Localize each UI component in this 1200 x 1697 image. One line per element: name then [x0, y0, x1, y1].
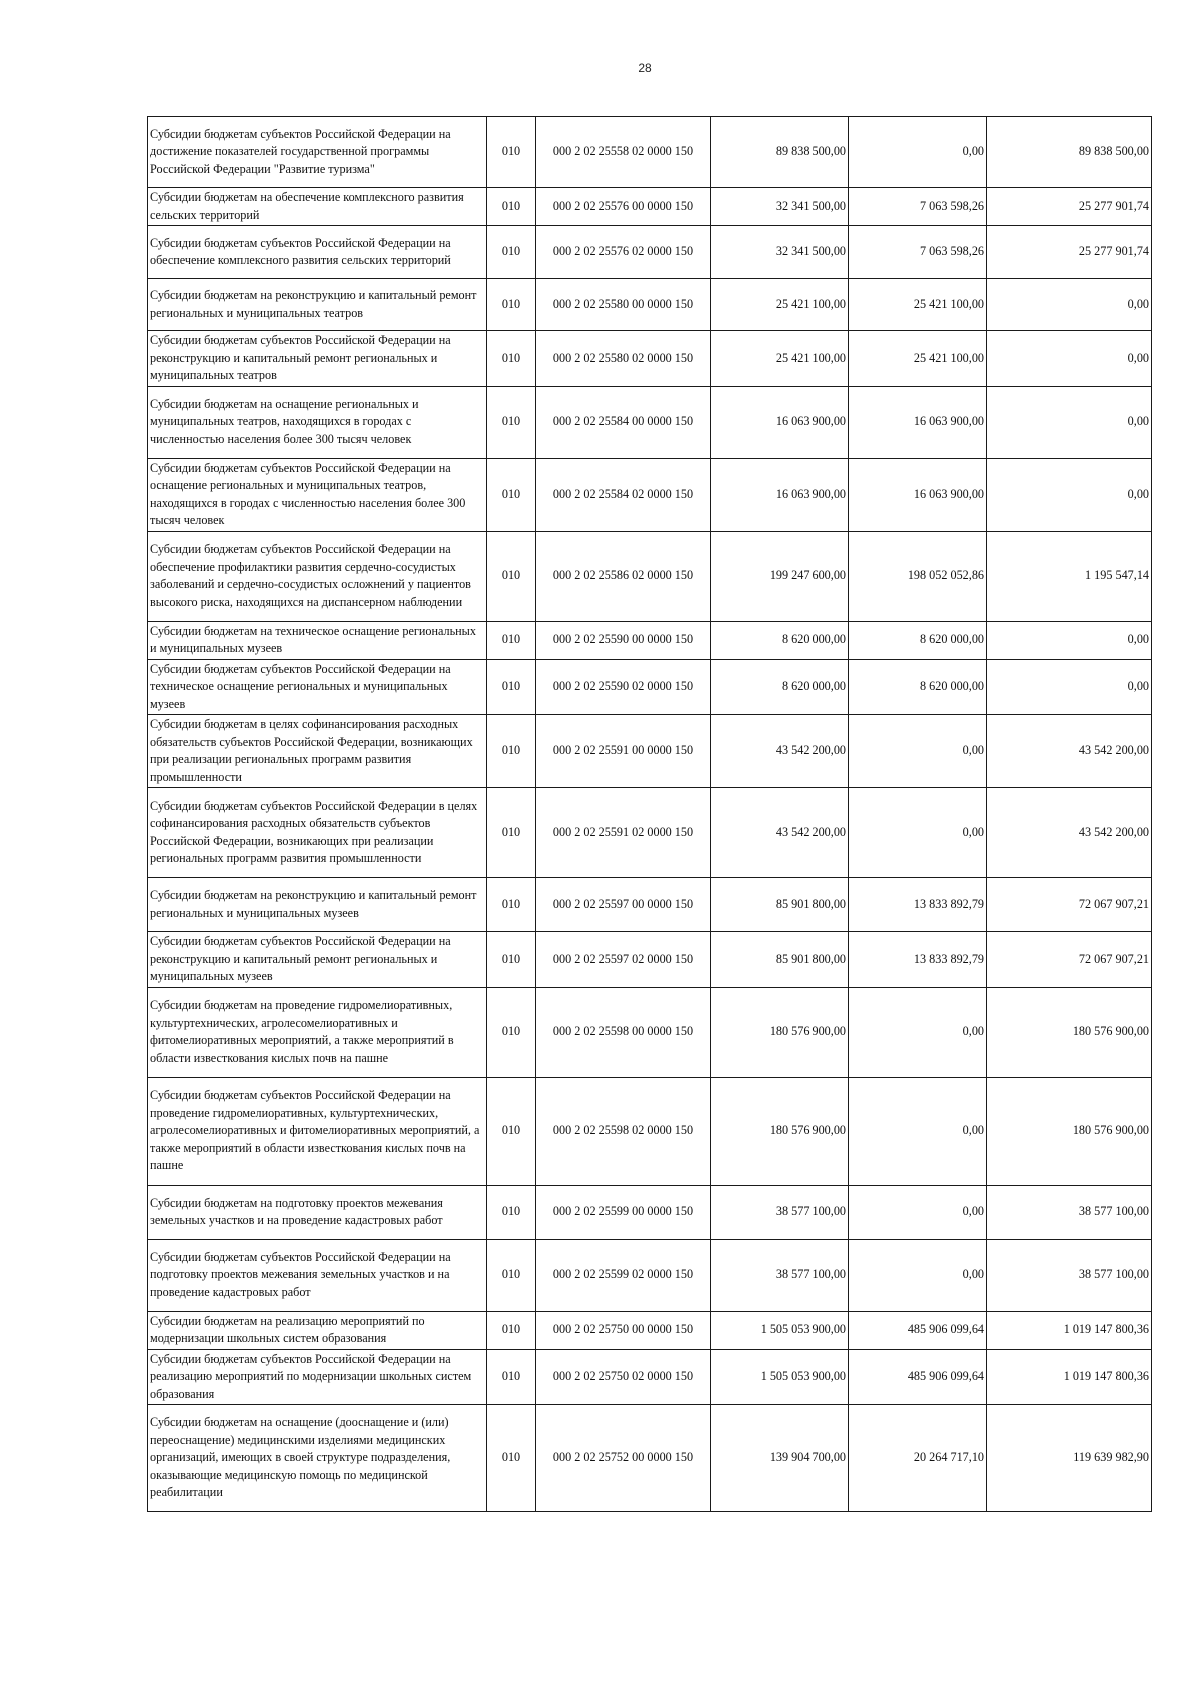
row-remainder: 89 838 500,00 — [987, 117, 1152, 188]
row-executed: 13 833 892,79 — [849, 932, 987, 988]
row-kbk: 000 2 02 25591 02 0000 150 — [536, 788, 711, 878]
row-kbk: 000 2 02 25586 02 0000 150 — [536, 531, 711, 621]
row-executed: 0,00 — [849, 1185, 987, 1239]
row-kbk: 000 2 02 25591 00 0000 150 — [536, 715, 711, 788]
row-code: 010 — [487, 1311, 536, 1349]
table-row — [148, 621, 1152, 659]
row-remainder: 1 019 147 800,36 — [987, 1311, 1152, 1349]
row-approved: 16 063 900,00 — [711, 386, 849, 458]
row-code: 010 — [487, 331, 536, 387]
row-remainder: 38 577 100,00 — [987, 1239, 1152, 1311]
row-code: 010 — [487, 1349, 536, 1405]
row-remainder: 180 576 900,00 — [987, 987, 1152, 1077]
row-remainder: 1 019 147 800,36 — [987, 1349, 1152, 1405]
row-kbk: 000 2 02 25597 00 0000 150 — [536, 878, 711, 932]
row-executed: 198 052 052,86 — [849, 531, 987, 621]
row-approved: 25 421 100,00 — [711, 279, 849, 331]
row-name: Субсидии бюджетам субъектов Российской Федерации на обеспечение комплексного развития сельских территорий — [148, 226, 487, 279]
row-name: Субсидии бюджетам на реконструкцию и капитальный ремонт региональных и муниципальных музеев — [148, 878, 487, 932]
row-executed: 0,00 — [849, 788, 987, 878]
row-name: Субсидии бюджетам субъектов Российской Федерации на реконструкцию и капитальный ремонт региональных и муниципальных театров — [148, 331, 487, 387]
row-remainder: 0,00 — [987, 386, 1152, 458]
row-remainder: 25 277 901,74 — [987, 226, 1152, 279]
row-code: 010 — [487, 188, 536, 226]
row-kbk: 000 2 02 25599 00 0000 150 — [536, 1185, 711, 1239]
row-name: Субсидии бюджетам на техническое оснащение региональных и муниципальных музеев — [148, 621, 487, 659]
row-name: Субсидии бюджетам субъектов Российской Федерации на реализацию мероприятий по модернизации школьных систем образования — [148, 1349, 487, 1405]
row-name: Субсидии бюджетам субъектов Российской Федерации на обеспечение профилактики развития сердечно-сосудистых заболеваний и сердечно-сосудистых осложнений у пациентов высокого риска, находящихся на диспансерном наблюдении — [148, 531, 487, 621]
row-approved: 85 901 800,00 — [711, 932, 849, 988]
row-kbk: 000 2 02 25752 00 0000 150 — [536, 1405, 711, 1512]
row-approved: 38 577 100,00 — [711, 1239, 849, 1311]
row-executed: 25 421 100,00 — [849, 279, 987, 331]
table-row — [148, 188, 1152, 226]
row-kbk: 000 2 02 25590 00 0000 150 — [536, 621, 711, 659]
row-code: 010 — [487, 117, 536, 188]
row-executed: 0,00 — [849, 987, 987, 1077]
row-remainder: 72 067 907,21 — [987, 932, 1152, 988]
row-code: 010 — [487, 1405, 536, 1512]
row-name: Субсидии бюджетам субъектов Российской Федерации на достижение показателей государственной программы Российской Федерации "Развитие туризма" — [148, 117, 487, 188]
row-kbk: 000 2 02 25750 02 0000 150 — [536, 1349, 711, 1405]
row-approved: 1 505 053 900,00 — [711, 1349, 849, 1405]
row-name: Субсидии бюджетам на подготовку проектов межевания земельных участков и на проведение кадастровых работ — [148, 1185, 487, 1239]
row-code: 010 — [487, 531, 536, 621]
row-remainder: 180 576 900,00 — [987, 1077, 1152, 1185]
row-remainder: 38 577 100,00 — [987, 1185, 1152, 1239]
row-name: Субсидии бюджетам субъектов Российской Федерации на реконструкцию и капитальный ремонт региональных и муниципальных музеев — [148, 932, 487, 988]
table-row — [148, 531, 1152, 621]
row-remainder: 43 542 200,00 — [987, 715, 1152, 788]
table-row — [148, 331, 1152, 387]
row-remainder: 0,00 — [987, 621, 1152, 659]
row-approved: 199 247 600,00 — [711, 531, 849, 621]
row-executed: 16 063 900,00 — [849, 386, 987, 458]
row-approved: 180 576 900,00 — [711, 1077, 849, 1185]
row-executed: 8 620 000,00 — [849, 659, 987, 715]
table-row — [148, 386, 1152, 458]
row-executed: 8 620 000,00 — [849, 621, 987, 659]
row-name: Субсидии бюджетам на реализацию мероприятий по модернизации школьных систем образования — [148, 1311, 487, 1349]
row-code: 010 — [487, 458, 536, 531]
table-row — [148, 932, 1152, 988]
table-row — [148, 1185, 1152, 1239]
row-remainder: 0,00 — [987, 458, 1152, 531]
row-approved: 180 576 900,00 — [711, 987, 849, 1077]
row-remainder: 0,00 — [987, 659, 1152, 715]
row-approved: 85 901 800,00 — [711, 878, 849, 932]
row-code: 010 — [487, 226, 536, 279]
row-remainder: 72 067 907,21 — [987, 878, 1152, 932]
row-approved: 38 577 100,00 — [711, 1185, 849, 1239]
table-row — [148, 1349, 1152, 1405]
row-name: Субсидии бюджетам на оснащение (дооснащение и (или) переоснащение) медицинскими изделиями медицинских организаций, имеющих в своей структуре подразделения, оказывающие медицинскую помощь по медицинской реабилитации — [148, 1405, 487, 1512]
row-kbk: 000 2 02 25750 00 0000 150 — [536, 1311, 711, 1349]
row-code: 010 — [487, 932, 536, 988]
row-approved: 8 620 000,00 — [711, 621, 849, 659]
row-executed: 25 421 100,00 — [849, 331, 987, 387]
row-name: Субсидии бюджетам субъектов Российской Федерации на подготовку проектов межевания земельных участков и на проведение кадастровых работ — [148, 1239, 487, 1311]
row-name: Субсидии бюджетам на проведение гидромелиоративных, культуртехнических, агролесомелиоративных и фитомелиоративных мероприятий, а также мероприятий в области известкования кислых почв на пашне — [148, 987, 487, 1077]
row-remainder: 25 277 901,74 — [987, 188, 1152, 226]
row-approved: 25 421 100,00 — [711, 331, 849, 387]
row-approved: 32 341 500,00 — [711, 226, 849, 279]
row-kbk: 000 2 02 25580 00 0000 150 — [536, 279, 711, 331]
table-row — [148, 226, 1152, 279]
row-remainder: 119 639 982,90 — [987, 1405, 1152, 1512]
row-remainder: 1 195 547,14 — [987, 531, 1152, 621]
row-name: Субсидии бюджетам в целях софинансирования расходных обязательств субъектов Российской Федерации, возникающих при реализации региональных программ развития промышленности — [148, 715, 487, 788]
row-remainder: 0,00 — [987, 279, 1152, 331]
row-name: Субсидии бюджетам субъектов Российской Федерации в целях софинансирования расходных обязательств субъектов Российской Федерации, возникающих при реализации региональных программ развития промышленности — [148, 788, 487, 878]
row-kbk: 000 2 02 25584 02 0000 150 — [536, 458, 711, 531]
row-code: 010 — [487, 1239, 536, 1311]
row-executed: 20 264 717,10 — [849, 1405, 987, 1512]
row-kbk: 000 2 02 25597 02 0000 150 — [536, 932, 711, 988]
row-kbk: 000 2 02 25598 02 0000 150 — [536, 1077, 711, 1185]
row-executed: 7 063 598,26 — [849, 226, 987, 279]
row-kbk: 000 2 02 25599 02 0000 150 — [536, 1239, 711, 1311]
row-approved: 43 542 200,00 — [711, 715, 849, 788]
row-remainder: 43 542 200,00 — [987, 788, 1152, 878]
table-row — [148, 458, 1152, 531]
row-remainder: 0,00 — [987, 331, 1152, 387]
page-number: 28 — [638, 61, 652, 75]
table-row — [148, 117, 1152, 188]
row-code: 010 — [487, 1185, 536, 1239]
row-executed: 16 063 900,00 — [849, 458, 987, 531]
row-kbk: 000 2 02 25576 02 0000 150 — [536, 226, 711, 279]
row-name: Субсидии бюджетам на оснащение региональных и муниципальных театров, находящихся в городах с численностью населения более 300 тысяч человек — [148, 386, 487, 458]
table-row — [148, 659, 1152, 715]
table-row — [148, 1077, 1152, 1185]
table-row — [148, 878, 1152, 932]
row-executed: 0,00 — [849, 715, 987, 788]
row-code: 010 — [487, 386, 536, 458]
row-code: 010 — [487, 1077, 536, 1185]
row-approved: 1 505 053 900,00 — [711, 1311, 849, 1349]
row-code: 010 — [487, 621, 536, 659]
table-row — [148, 1311, 1152, 1349]
row-name: Субсидии бюджетам субъектов Российской Федерации на проведение гидромелиоративных, культуртехнических, агролесомелиоративных и фитомелиоративных мероприятий, а также мероприятий в области известкования кислых почв на пашне — [148, 1077, 487, 1185]
row-executed: 485 906 099,64 — [849, 1311, 987, 1349]
row-approved: 8 620 000,00 — [711, 659, 849, 715]
row-name: Субсидии бюджетам на реконструкцию и капитальный ремонт региональных и муниципальных театров — [148, 279, 487, 331]
row-approved: 16 063 900,00 — [711, 458, 849, 531]
row-executed: 0,00 — [849, 117, 987, 188]
row-kbk: 000 2 02 25558 02 0000 150 — [536, 117, 711, 188]
table-row — [148, 715, 1152, 788]
row-approved: 139 904 700,00 — [711, 1405, 849, 1512]
row-kbk: 000 2 02 25576 00 0000 150 — [536, 188, 711, 226]
row-kbk: 000 2 02 25590 02 0000 150 — [536, 659, 711, 715]
row-executed: 0,00 — [849, 1239, 987, 1311]
row-approved: 32 341 500,00 — [711, 188, 849, 226]
row-name: Субсидии бюджетам субъектов Российской Федерации на оснащение региональных и муниципальных театров, находящихся в городах с численностью населения более 300 тысяч человек — [148, 458, 487, 531]
row-kbk: 000 2 02 25584 00 0000 150 — [536, 386, 711, 458]
row-code: 010 — [487, 788, 536, 878]
row-code: 010 — [487, 987, 536, 1077]
row-code: 010 — [487, 715, 536, 788]
table-row — [148, 788, 1152, 878]
row-kbk: 000 2 02 25598 00 0000 150 — [536, 987, 711, 1077]
row-code: 010 — [487, 659, 536, 715]
table-row — [148, 279, 1152, 331]
row-name: Субсидии бюджетам на обеспечение комплексного развития сельских территорий — [148, 188, 487, 226]
budget-table — [147, 116, 1152, 1512]
row-approved: 89 838 500,00 — [711, 117, 849, 188]
row-executed: 0,00 — [849, 1077, 987, 1185]
table-row — [148, 987, 1152, 1077]
table-row — [148, 1405, 1152, 1512]
row-approved: 43 542 200,00 — [711, 788, 849, 878]
row-executed: 485 906 099,64 — [849, 1349, 987, 1405]
row-code: 010 — [487, 279, 536, 331]
row-code: 010 — [487, 878, 536, 932]
row-executed: 13 833 892,79 — [849, 878, 987, 932]
table-row — [148, 1239, 1152, 1311]
row-name: Субсидии бюджетам субъектов Российской Федерации на техническое оснащение региональных и муниципальных музеев — [148, 659, 487, 715]
row-kbk: 000 2 02 25580 02 0000 150 — [536, 331, 711, 387]
row-executed: 7 063 598,26 — [849, 188, 987, 226]
